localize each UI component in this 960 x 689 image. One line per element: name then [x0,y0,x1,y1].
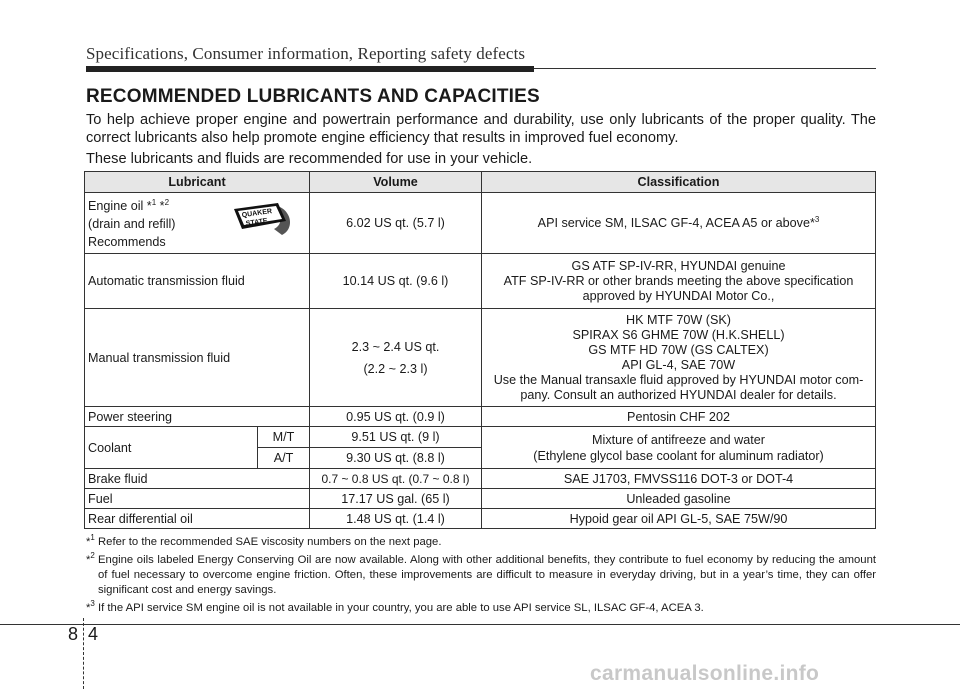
footnote-1: *$^1$ Refer to the recommended SAE viscosity numbers on the next page. [86,533,442,548]
coolant-at-volume: 9.30 US qt. (8.8 l) [310,448,482,469]
brake-class: SAE J1703, FMVSS116 DOT-3 or DOT-4 [482,469,876,489]
coolant-mt-volume: 9.51 US qt. (9 l) [310,427,482,448]
fuel-volume: 17.17 US gal. (65 l) [310,489,482,509]
atf-name: Automatic transmission fluid [85,254,310,309]
engine-oil-volume: 6.02 US qt. (5.7 l) [310,193,482,254]
fuel-name: Fuel [85,489,310,509]
watermark: carmanualsonline.info [590,662,820,685]
logo-text-top: QUAKER [241,208,273,220]
rear-diff-name: Rear differential oil [85,509,310,529]
ps-volume: 0.95 US qt. (0.9 l) [310,407,482,427]
mtf-name: Manual transmission fluid [85,309,310,407]
rear-diff-volume: 1.48 US qt. (1.4 l) [310,509,482,529]
footnote-2: *$^2$ Engine oils labeled Energy Conserving Oil are now available. Along with other additional benefits, they contribute to fuel economy by reducing the amount of fuel necessary to overcome engine friction. Often, these improvements are difficult to measure in everyday driving, but in a year’s time, they can offer significant cost and energy savings. [86,551,876,596]
rear-diff-class: Hypoid gear oil API GL-5, SAE 75W/90 [482,509,876,529]
table-row-brake [85,469,876,489]
logo-text-bottom: STATE [245,217,269,228]
brake-volume: 0.7 ~ 0.8 US qt. (0.7 ~ 0.8 l) [310,469,482,489]
atf-volume: 10.14 US qt. (9.6 l) [310,254,482,309]
page-number-section: 8 [68,624,79,644]
coolant-name: Coolant [85,427,258,469]
ps-name: Power steering [85,407,310,427]
intro-paragraph: To help achieve proper engine and powertrain performance and durability, use only lubricants of the proper quality. The correct lubricants also help promote engine efficiency that results in improved fuel economy. [86,112,876,146]
fuel-class: Unleaded gasoline [482,489,876,509]
coolant-class: Mixture of antifreeze and water (Ethylene glycol base coolant for aluminum radiator) [482,427,876,469]
header-bar [86,66,534,72]
footnotes [86,535,876,619]
footnote-3: *$^3$ If the API service SM engine oil is not available in your country, you are able to use API service SL, ILSAC GF-4, ACEA 3. [86,599,704,614]
header-classification: Classification [482,172,876,193]
ps-class: Pentosin CHF 202 [482,407,876,427]
mtf-volume: 2.3 ~ 2.4 US qt. (2.2 ~ 2.3 l) [310,309,482,407]
intro-subline: These lubricants and fluids are recommended for use in your vehicle. [86,151,533,167]
header-volume: Volume [310,172,482,193]
engine-oil-recommends: Recommends [88,235,166,249]
engine-oil-class: API service SM, ILSAC GF-4, ACEA A5 or above*$^3$ [482,193,876,254]
page-heading: RECOMMENDED LUBRICANTS AND CAPACITIES [86,86,540,107]
footer-rule [0,624,960,625]
table-row-rear-diff [85,509,876,529]
quaker-state-logo [228,199,298,239]
page-number-page: 4 [88,624,99,644]
table-row-mtf [85,309,876,407]
coolant-mt-label: M/T [258,427,310,448]
engine-oil-cell: Engine oil *$^1$ *$^2$ (drain and refill) Recommends QUAKER STATE [85,193,310,254]
coolant-at-label: A/T [258,448,310,469]
table-row-fuel [85,489,876,509]
engine-oil-drain: (drain and refill) [88,217,176,231]
section-header-title: Specifications, Consumer information, Reporting safety defects [86,44,526,63]
table-header-row [85,172,876,193]
table-row-atf [85,254,876,309]
atf-class: GS ATF SP-IV-RR, HYUNDAI genuine ATF SP-IV-RR or other brands meeting the above specification approved by HYUNDAI Motor Co., [482,254,876,309]
engine-oil-name: Engine oil * [88,199,152,213]
lubricants-table [84,171,876,529]
table-row-power-steering [85,407,876,427]
table-row-coolant-mt [85,427,876,448]
brake-name: Brake fluid [85,469,310,489]
header-lubricant: Lubricant [85,172,310,193]
mtf-class: HK MTF 70W (SK) SPIRAX S6 GHME 70W (H.K.SHELL) GS MTF HD 70W (GS CALTEX) API GL-4, SAE 70W Use the Manual transaxle fluid approved by HYUNDAI motor com- pany. Consult an authorized HYUNDAI dealer for details. [482,309,876,407]
table-row-engine-oil [85,193,876,254]
footer-divider [83,618,84,689]
